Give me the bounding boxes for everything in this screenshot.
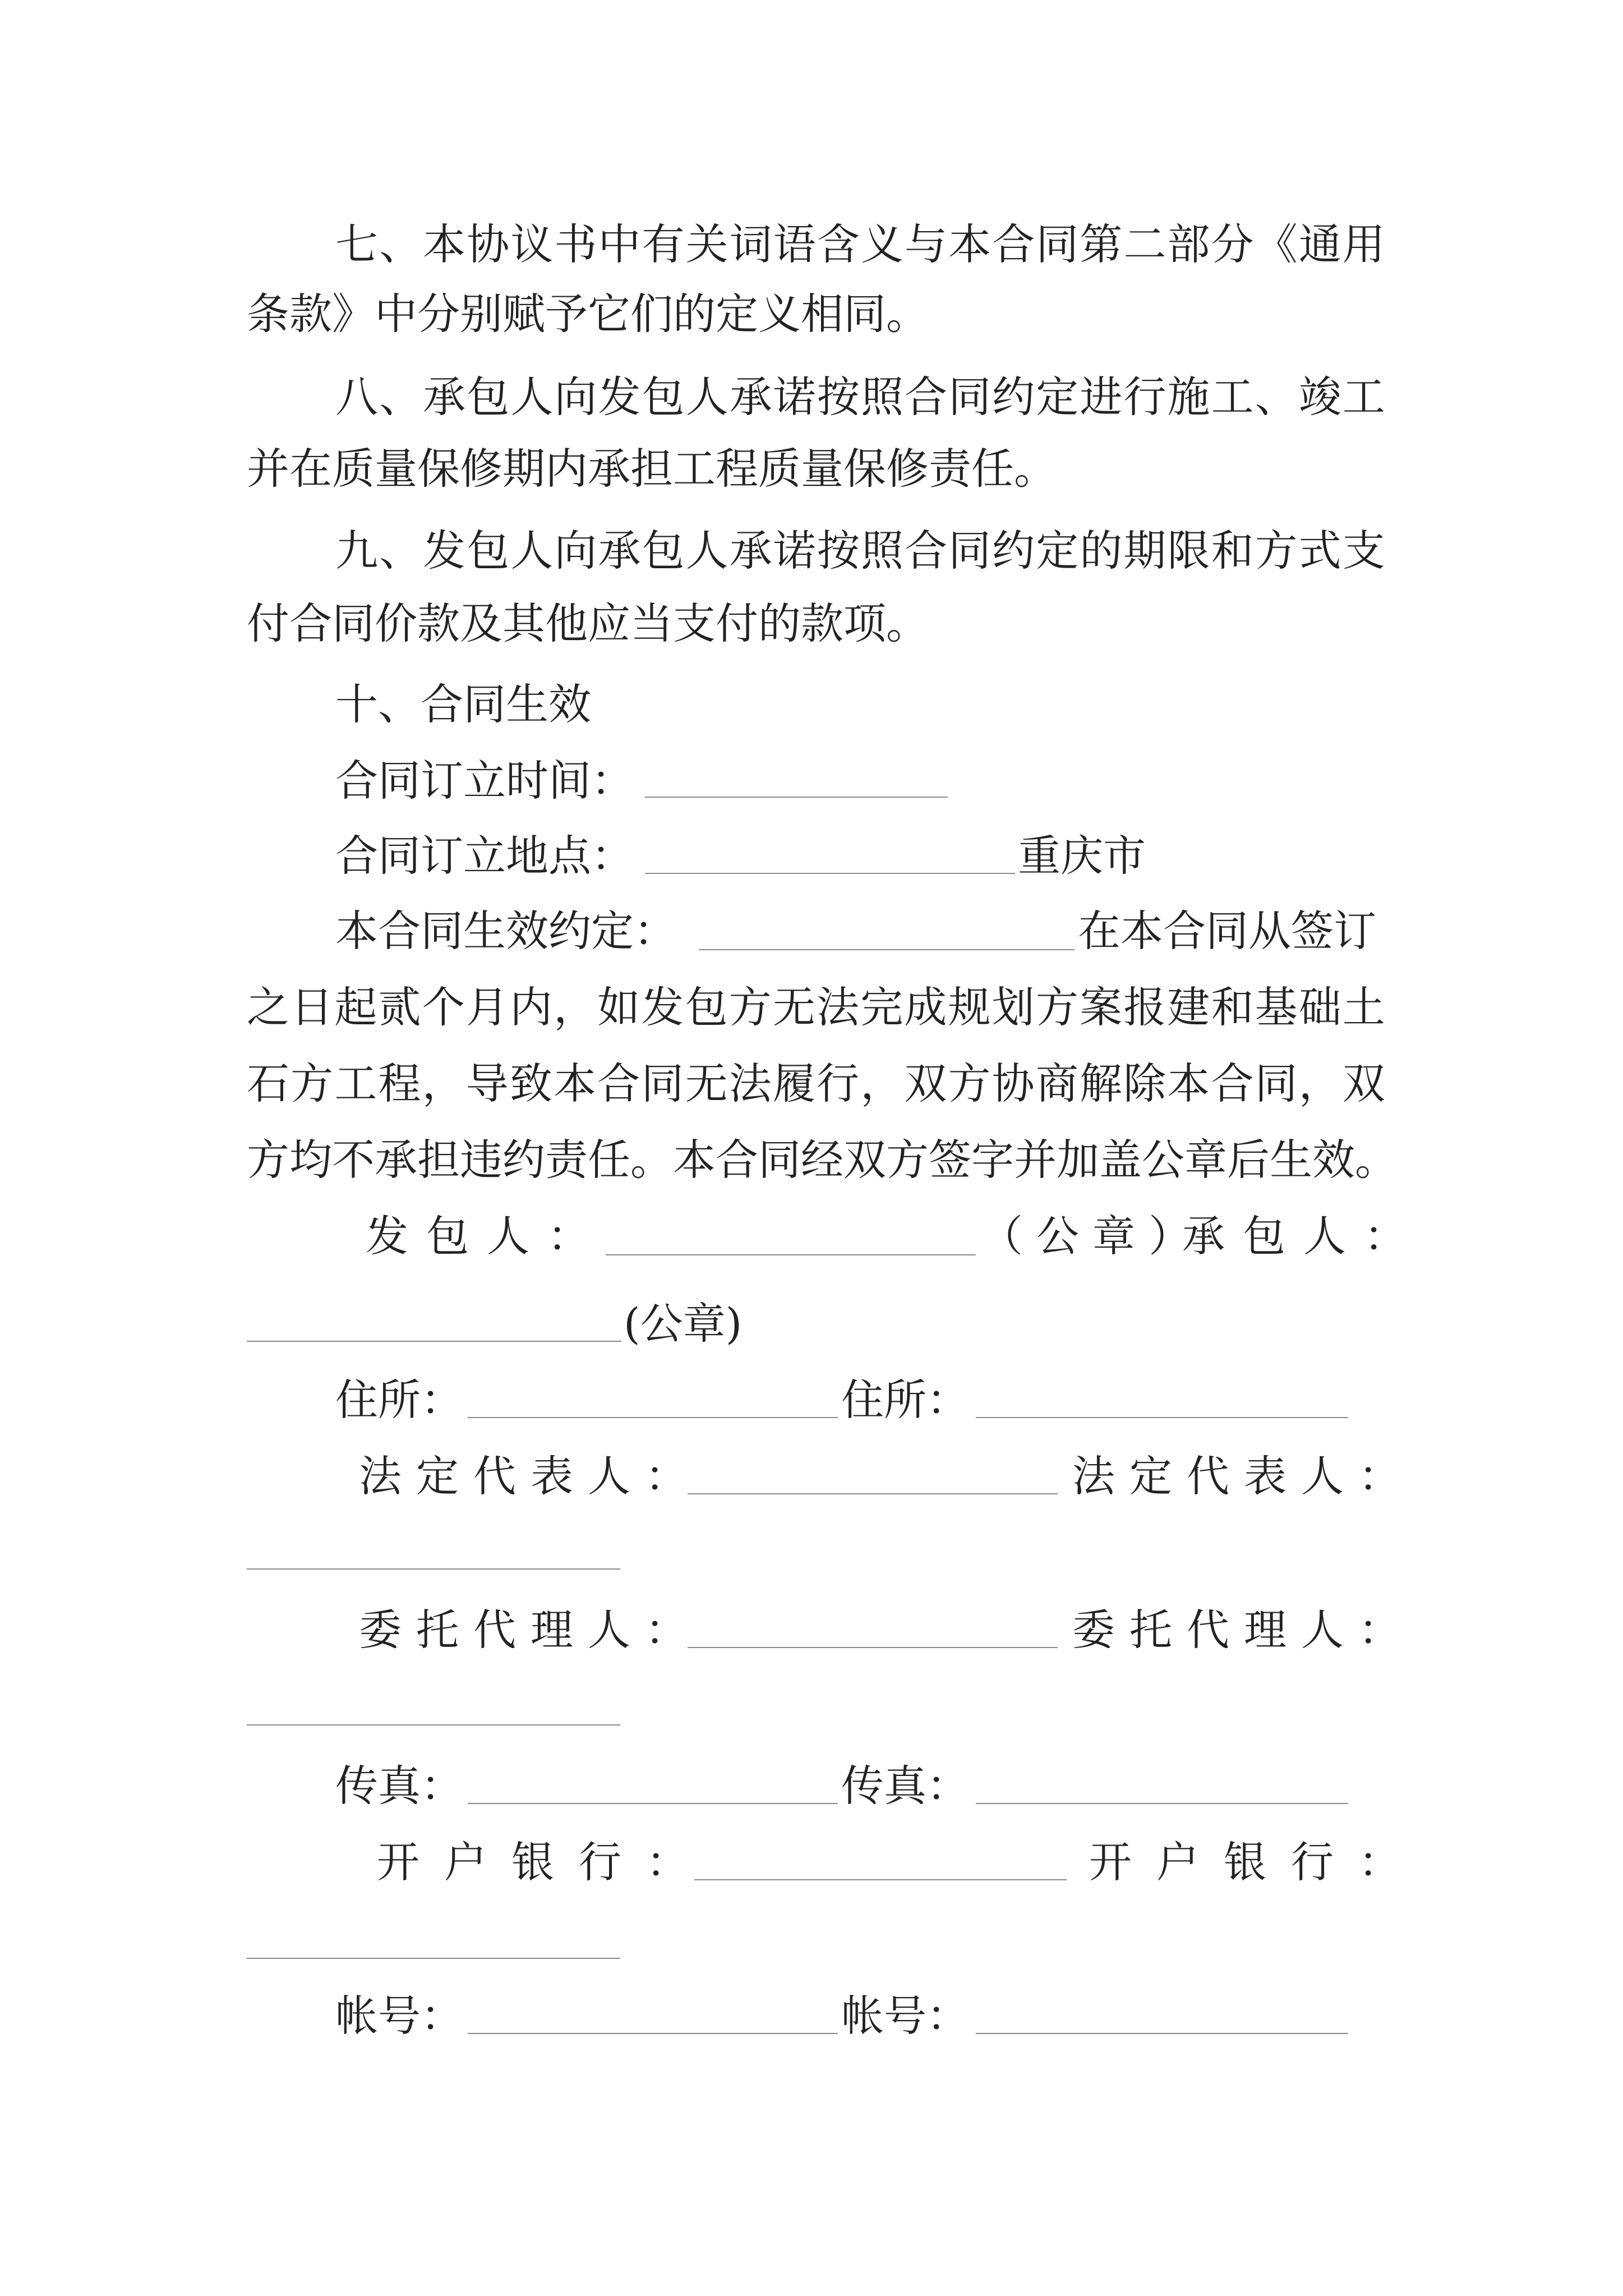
employer-bank-label: 开户银行： [377, 1837, 713, 1887]
contractor-account-blank[interactable] [976, 2033, 1348, 2034]
text-char: 本 [948, 219, 992, 269]
text-char: 中 [598, 219, 641, 269]
employer-blank[interactable] [606, 1254, 976, 1255]
sign-time-blank[interactable] [645, 797, 948, 798]
contractor-label: 承包人： [1182, 1211, 1424, 1261]
text-char: 向 [554, 526, 597, 576]
text-char: 进 [1080, 372, 1123, 422]
sign-place-label: 合同订立地点： [335, 831, 634, 881]
contractor-account-label: 帐号： [841, 1991, 969, 2041]
text-char: 承 [729, 526, 772, 576]
text-char: 方 [1255, 526, 1298, 576]
text-char: 内 [509, 982, 552, 1032]
text-char: 的 [1080, 526, 1123, 576]
text-char: 合 [1211, 1059, 1254, 1108]
text-char: 人 [685, 526, 728, 576]
text-char: 词 [729, 219, 772, 269]
text-char: 方 [948, 1059, 991, 1108]
text-char: 工 [1342, 372, 1385, 422]
employer-address-label: 住所： [335, 1375, 463, 1425]
text-char: 方 [1035, 982, 1078, 1032]
text-char: 发 [423, 526, 466, 576]
text-char: 行 [1123, 372, 1166, 422]
text-char: 书 [554, 219, 597, 269]
employer-address-blank[interactable] [468, 1417, 838, 1418]
contractor-address-blank[interactable] [976, 1417, 1348, 1418]
text-char: 起 [334, 982, 377, 1032]
text-char: 关 [685, 219, 728, 269]
text-char: 二 [1123, 219, 1166, 269]
text-char: 本 [423, 219, 466, 269]
text-char: 协 [992, 1059, 1035, 1108]
text-char: 包 [642, 372, 685, 422]
text-char: 双 [904, 1059, 947, 1108]
text-char: 础 [1298, 982, 1341, 1032]
text-char: 土 [1342, 982, 1385, 1032]
text-char: 本 [554, 1059, 597, 1108]
text-char: 方 [291, 1059, 334, 1108]
text-char: 约 [992, 526, 1035, 576]
employer-account-label: 帐号： [335, 1991, 463, 2041]
sign-time-label: 合同订立时间： [335, 756, 634, 806]
text-char: 工 [1211, 372, 1254, 422]
contractor-blank[interactable] [247, 1341, 621, 1342]
text-char: 无 [685, 1059, 728, 1108]
text-char: 定 [1036, 526, 1079, 576]
text-char: 用 [1342, 219, 1385, 269]
text-char: 通 [1298, 219, 1341, 269]
effect-label: 本合同生效约定： [335, 906, 676, 956]
text-char: 限 [1167, 526, 1210, 576]
text-char: 完 [860, 982, 903, 1032]
text-char: 案 [1079, 982, 1122, 1032]
clause-8-line-1 [335, 364, 1385, 431]
text-char: 包 [467, 372, 510, 422]
text-char: 议 [510, 219, 554, 269]
text-char: 、 [379, 372, 422, 422]
contractor-address-label: 住所： [841, 1375, 969, 1425]
text-char: 发 [598, 372, 641, 422]
text-char: 合 [597, 1059, 640, 1108]
clause-7-line-2: 条款》中分别赋予它们的定义相同。 [247, 289, 929, 339]
text-char: 包 [467, 526, 510, 576]
contractor-seal: (公章) [624, 1299, 743, 1349]
text-char: 同 [948, 372, 992, 422]
text-char: 承 [598, 526, 641, 576]
text-char: 同 [641, 1059, 684, 1108]
text-char: 建 [1167, 982, 1210, 1032]
employer-seal: （公章） [980, 1211, 1205, 1261]
text-char: 第 [1080, 219, 1123, 269]
text-char: 规 [948, 982, 991, 1032]
text-char: 协 [467, 219, 510, 269]
text-char: 按 [817, 372, 860, 422]
text-char: 七 [335, 219, 378, 269]
contractor-legal-rep-blank[interactable] [247, 1568, 620, 1570]
employer-fax-blank[interactable] [468, 1803, 838, 1804]
text-char: 照 [860, 372, 903, 422]
text-char: 包 [685, 982, 728, 1032]
text-char: 定 [1036, 372, 1079, 422]
text-char: 工 [334, 1059, 377, 1108]
text-char: 之 [247, 982, 289, 1032]
text-char: 照 [860, 526, 903, 576]
effect-line-4: 方均不承担违约责任。本合同经双方签字并加盖公章后生效。 [247, 1135, 1398, 1185]
text-char: ， [422, 1059, 465, 1108]
text-char: 报 [1123, 982, 1166, 1032]
text-char: 约 [992, 372, 1035, 422]
text-char: 按 [817, 526, 860, 576]
text-char: 同 [948, 526, 992, 576]
contractor-fax-label: 传真： [841, 1761, 969, 1811]
text-char: 如 [597, 982, 640, 1032]
effect-line-1-rest: 在本合同从签订 [1078, 906, 1376, 956]
sign-place-city: 重庆市 [1018, 831, 1146, 881]
text-char: 诺 [773, 526, 816, 576]
text-char: 含 [817, 219, 860, 269]
employer-account-blank[interactable] [468, 2033, 838, 2034]
text-char: 向 [554, 372, 597, 422]
text-char: 包 [642, 526, 685, 576]
contractor-fax-blank[interactable] [976, 1803, 1348, 1804]
text-char: 有 [642, 219, 685, 269]
text-char: 划 [992, 982, 1035, 1032]
text-char: 除 [1123, 1059, 1166, 1108]
text-char: 和 [1211, 526, 1254, 576]
text-char: 月 [465, 982, 509, 1032]
text-char: 《 [1255, 219, 1298, 269]
text-char: 个 [422, 982, 465, 1032]
clause-7-line-1 [335, 211, 1385, 278]
text-char: 行 [817, 1059, 860, 1108]
clause-10-heading: 十、合同生效 [335, 679, 591, 729]
clause-9-line-1 [335, 517, 1385, 585]
text-char: 双 [1342, 1059, 1385, 1108]
text-char: 人 [510, 372, 554, 422]
text-char: ， [554, 982, 597, 1032]
effect-line-2 [247, 974, 1385, 1041]
effect-line-3 [247, 1050, 1385, 1117]
text-char: 、 [1255, 372, 1298, 422]
text-char: 八 [335, 372, 378, 422]
employer-legal-rep-label: 法定代表人： [359, 1451, 702, 1501]
text-char: 同 [1036, 219, 1079, 269]
text-char: 基 [1255, 982, 1298, 1032]
text-char: 和 [1211, 982, 1254, 1032]
text-char: ， [860, 1059, 903, 1108]
text-char: 语 [773, 219, 816, 269]
text-char: 发 [641, 982, 684, 1032]
text-char: 贰 [378, 982, 421, 1032]
employer-bank-blank[interactable] [694, 1879, 1067, 1880]
employer-agent-blank[interactable] [688, 1647, 1058, 1648]
text-char: 成 [904, 982, 947, 1032]
text-char: 人 [510, 526, 554, 576]
text-char: 解 [1079, 1059, 1122, 1108]
text-char: 合 [992, 219, 1035, 269]
text-char: 本 [1167, 1059, 1210, 1108]
contractor-bank-label: 开户银行： [1089, 1837, 1426, 1887]
contractor-agent-label: 委托代理人： [1072, 1605, 1415, 1655]
text-char: 支 [1342, 526, 1385, 576]
contractor-agent-blank[interactable] [247, 1724, 620, 1726]
effect-blank[interactable] [699, 949, 1075, 950]
text-char: 导 [465, 1059, 509, 1108]
text-char: 分 [1211, 219, 1254, 269]
text-char: 义 [860, 219, 903, 269]
text-char: 合 [905, 372, 948, 422]
text-char: 、 [379, 219, 422, 269]
text-char: 部 [1167, 219, 1210, 269]
text-char: 同 [1255, 1059, 1298, 1108]
text-char: 人 [685, 372, 728, 422]
text-char: 合 [905, 526, 948, 576]
text-char: 施 [1167, 372, 1210, 422]
text-char: 石 [247, 1059, 289, 1108]
sign-place-blank[interactable] [645, 873, 1015, 874]
text-char: 与 [905, 219, 948, 269]
text-char: 程 [378, 1059, 421, 1108]
text-char: 期 [1123, 526, 1166, 576]
contractor-bank-blank[interactable] [247, 1958, 620, 1959]
clause-9-line-2: 付合同价款及其他应当支付的款项。 [247, 599, 929, 648]
text-char: ， [1298, 1059, 1341, 1108]
employer-fax-label: 传真： [335, 1761, 463, 1811]
employer-legal-rep-blank[interactable] [688, 1493, 1058, 1494]
text-char: 无 [772, 982, 815, 1032]
text-char: 法 [728, 1059, 772, 1108]
employer-label: 发包人： [366, 1211, 608, 1261]
text-char: 商 [1035, 1059, 1078, 1108]
text-char: 法 [817, 982, 860, 1032]
text-char: 九 [335, 526, 378, 576]
text-char: 竣 [1298, 372, 1341, 422]
text-char: 致 [509, 1059, 552, 1108]
text-char: 履 [772, 1059, 815, 1108]
clause-8-line-2: 并在质量保修期内承担工程质量保修责任。 [247, 444, 1057, 494]
employer-agent-label: 委托代理人： [359, 1605, 702, 1655]
text-char: 承 [423, 372, 466, 422]
text-char: 式 [1298, 526, 1341, 576]
text-char: 方 [728, 982, 772, 1032]
text-char: 承 [729, 372, 772, 422]
text-char: 、 [379, 526, 422, 576]
contractor-legal-rep-label: 法定代表人： [1072, 1451, 1415, 1501]
text-char: 诺 [773, 372, 816, 422]
text-char: 日 [291, 982, 334, 1032]
